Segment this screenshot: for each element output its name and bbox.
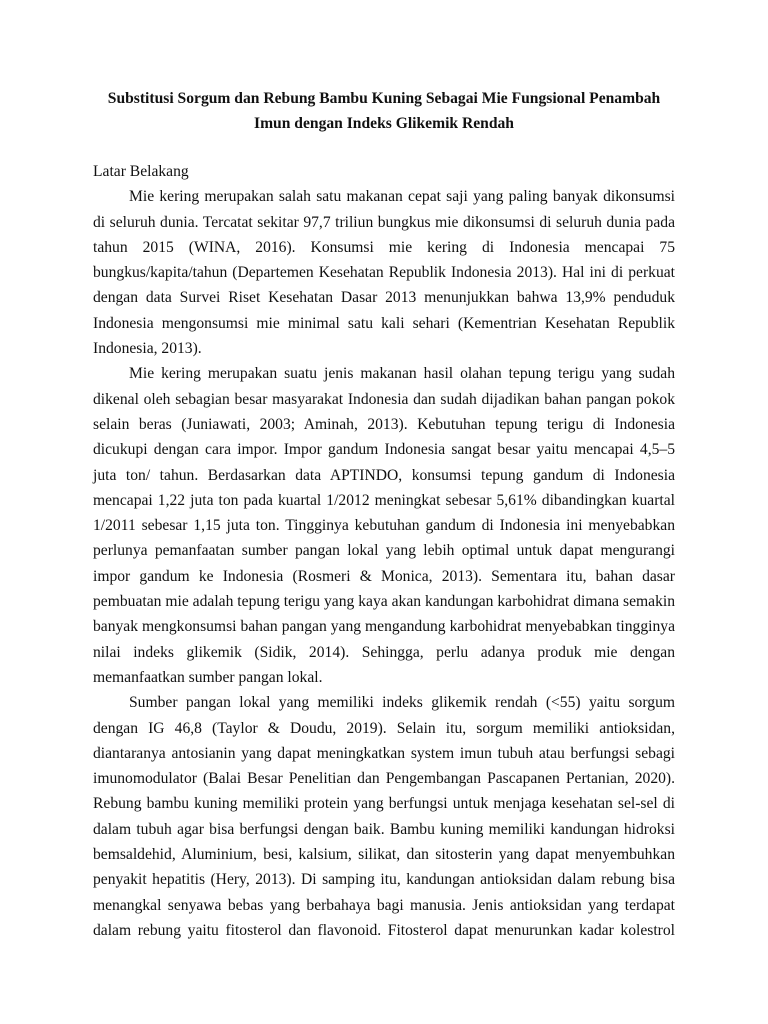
paragraph-1: Mie kering merupakan salah satu makanan cepat saji yang paling banyak dikonsumsi di seluruh dunia. Tercatat sekitar 97,7 triliun bungkus mie dikonsumsi di seluruh dunia pada tahun 2015 (WINA, 2016). Konsumsi mie kering di Indonesia mencapai 75 bungkus/kapita/tahun (Departemen Kesehatan Republik Indonesia 2013). Hal ini di perkuat dengan data Survei Riset Kesehatan Dasar 2013 menunjukkan bahwa 13,9% penduduk Indonesia mengonsumsi mie minimal satu kali sehari (Kementrian Kesehatan Republik Indonesia, 2013).: [93, 188, 675, 358]
title-line-2: Imun dengan Indeks Glikemik Rendah: [254, 115, 514, 132]
paragraph-2: Mie kering merupakan suatu jenis makanan hasil olahan tepung terigu yang sudah dikenal oleh sebagian besar masyarakat Indonesia dan sudah dijadikan bahan pangan pokok selain beras (Juniawati, 2003; Aminah, 2013). Kebutuhan tepung terigu di Indonesia dicukupi dengan cara impor. Impor gandum Indonesia sangat besar yaitu mencapai 4,5–5 juta ton/ tahun. Berdasarkan data APTINDO, konsumsi tepung gandum di Indonesia mencapai 1,22 juta ton pada kuartal 1/2012 meningkat sebesar 5,61% dibandingkan kuartal 1/2011 sebesar 1,15 juta ton. Tingginya kebutuhan gandum di Indonesia ini menyebabkan perlunya pemanfaatan sumber pangan lokal yang lebih optimal untuk dapat mengurangi impor gandum ke Indonesia (Rosmeri & Monica, 2013). Sementara itu, bahan dasar pembuatan mie adalah tepung terigu yang kaya akan kandungan karbohidrat dimana semakin banyak mengkonsumsi bahan pangan yang mengandung karbohidrat menyebabkan tingginya nilai indeks glikemik (Sidik, 2014). Sehingga, perlu adanya produk mie dengan memanfaatkan sumber pangan lokal.: [93, 365, 675, 686]
paragraph-3: Sumber pangan lokal yang memiliki indeks glikemik rendah (<55) yaitu sorgum dengan IG 46,8 (Taylor & Doudu, 2019). Selain itu, sorgum memiliki antioksidan, diantaranya antosianin yang dapat meningkatkan system imun tubuh atau berfungsi sebagi imunomodulator (Balai Besar Penelitian dan Pengembangan Pascapanen Pertanian, 2020). Rebung bambu kuning memiliki protein yang berfungsi untuk menjaga kesehatan sel-sel di dalam tubuh agar bisa berfungsi dengan baik. Bambu kuning memiliki kandungan hidroksi bemsaldehid, Aluminium, besi, kalsium, silikat, dan sitosterin yang dapat menyembuhkan penyakit hepatitis (Hery, 2013). Di samping itu, kandungan antioksidan dalam rebung bisa menangkal senyawa bebas yang berbahaya bagi manusia. Jenis antioksidan yang terdapat dalam rebung yaitu fitosterol dan flavonoid. Fitosterol dapat menurunkan kadar kolestrol: [93, 694, 675, 939]
document-title: [93, 86, 675, 136]
document-body: [93, 159, 675, 943]
title-line-1: Substitusi Sorgum dan Rebung Bambu Kuning Sebagai Mie Fungsional Penambah: [107, 90, 661, 107]
section-heading: Latar Belakang: [93, 163, 189, 180]
